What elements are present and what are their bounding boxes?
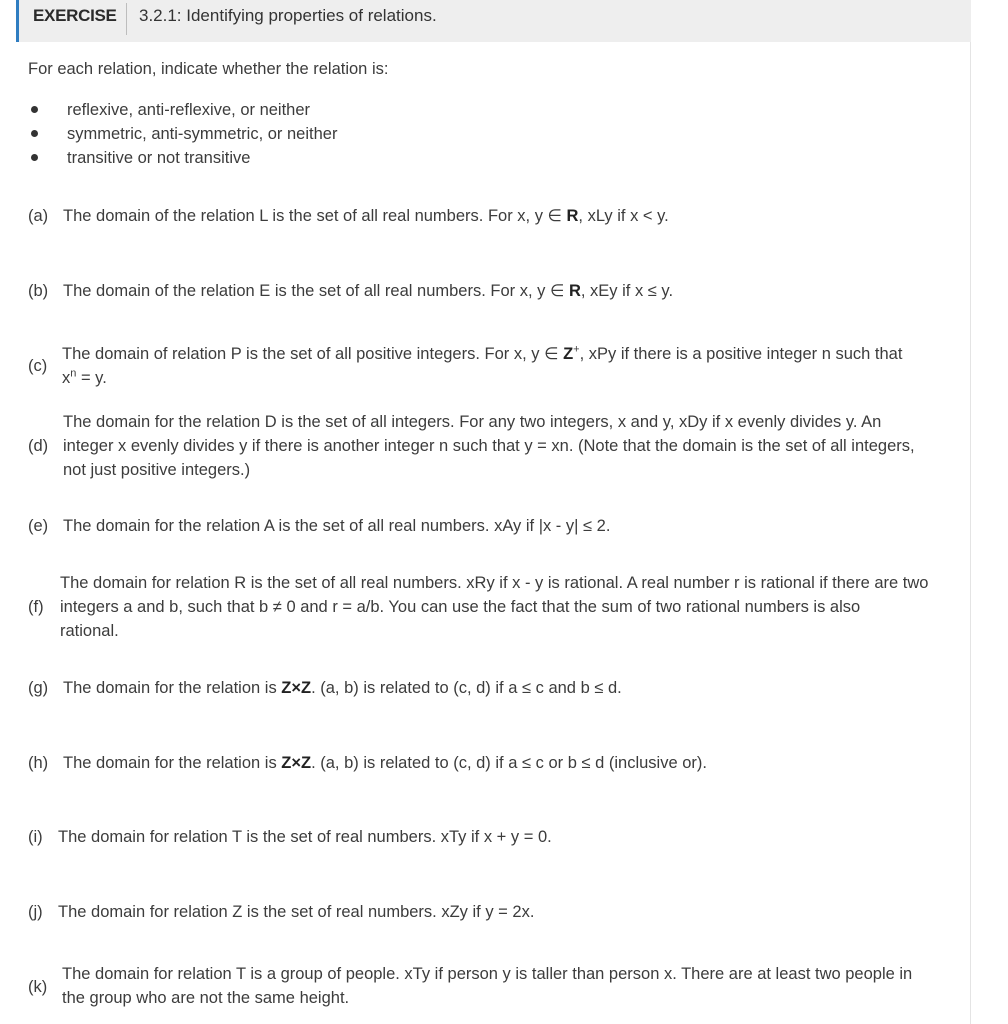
- item-label-i: (i): [28, 828, 43, 846]
- item-label-d: (d): [28, 437, 49, 455]
- item-text-c: The domain of relation P is the set of all positive integers. For x, y ∈ Z+, xPy if there is a positive integer n such that $x^n = y$.: [62, 343, 903, 387]
- item-text-i: The domain for relation T is the set of real numbers. xTy if x + y = 0.: [58, 828, 552, 846]
- bullet-dot: [31, 106, 38, 113]
- bullet-item-reflexive: reflexive, anti-reflexive, or neither: [67, 101, 311, 119]
- item-label-a: (a): [28, 207, 49, 225]
- item-text-e: The domain for the relation A is the set of all real numbers. xAy if |x - y| ≤ 2.: [63, 517, 611, 535]
- item-label-c: (c): [28, 357, 48, 375]
- set-symbol: R: [566, 207, 579, 225]
- exercise-panel: [16, 0, 971, 1024]
- bullet-dot: [31, 154, 38, 161]
- exercise-header: [16, 0, 971, 42]
- intro-text: For each relation, indicate whether the relation is:: [28, 60, 389, 78]
- item-text-b: The domain of the relation E is the set of all real numbers. For x, y ∈ R, xEy if x ≤ y.: [63, 282, 674, 300]
- set-symbol: Z×Z: [281, 754, 312, 772]
- bullet-item-transitive: transitive or not transitive: [67, 149, 251, 167]
- item-label-g: (g): [28, 679, 49, 697]
- exercise-title: 3.2.1: Identifying properties of relations.: [139, 6, 437, 25]
- item-label-k: (k): [28, 978, 48, 996]
- set-symbol: R: [568, 282, 581, 300]
- bullet-item-symmetric: symmetric, anti-symmetric, or neither: [67, 125, 338, 143]
- item-label-f: (f): [28, 598, 44, 616]
- item-text-j: The domain for relation Z is the set of real numbers. xZy if y = 2x.: [58, 903, 535, 921]
- exercise-tag: EXERCISE: [33, 6, 117, 25]
- bullet-dot: [31, 130, 38, 137]
- item-label-j: (j): [28, 903, 43, 921]
- set-symbol: Z×Z: [281, 679, 312, 697]
- item-label-e: (e): [28, 517, 49, 535]
- item-label-b: (b): [28, 282, 49, 300]
- item-text-h: The domain for the relation is Z×Z. (a, b) is related to (c, d) if a ≤ c or b ≤ d (inclusive or).: [63, 754, 707, 772]
- header-divider: [126, 3, 127, 35]
- item-text-d: The domain for the relation D is the set of all integers. For any two integers, x and y, xDy if x evenly divides y. An integer x evenly divides y if there is another integer n such that y = xn. (Note that the domain is the set of all integers, not just positive integers.): [63, 413, 915, 479]
- item-text-f: The domain for relation R is the set of all real numbers. xRy if x - y is rational. A real number r is rational if there are two integers a and b, such that b ≠ 0 and r = a/b. You can use the fact that the sum of two rational numbers is also rational.: [60, 574, 929, 640]
- item-text-a: The domain of the relation L is the set of all real numbers. For x, y ∈ R, xLy if x < y.: [63, 207, 669, 225]
- set-symbol: Z: [563, 345, 574, 363]
- item-text-k: The domain for relation T is a group of people. xTy if person y is taller than person x. There are at least two people in the group who are not the same height.: [62, 965, 913, 1007]
- item-text-g: The domain for the relation is Z×Z. (a, b) is related to (c, d) if a ≤ c and b ≤ d.: [63, 679, 622, 697]
- item-label-h: (h): [28, 754, 49, 772]
